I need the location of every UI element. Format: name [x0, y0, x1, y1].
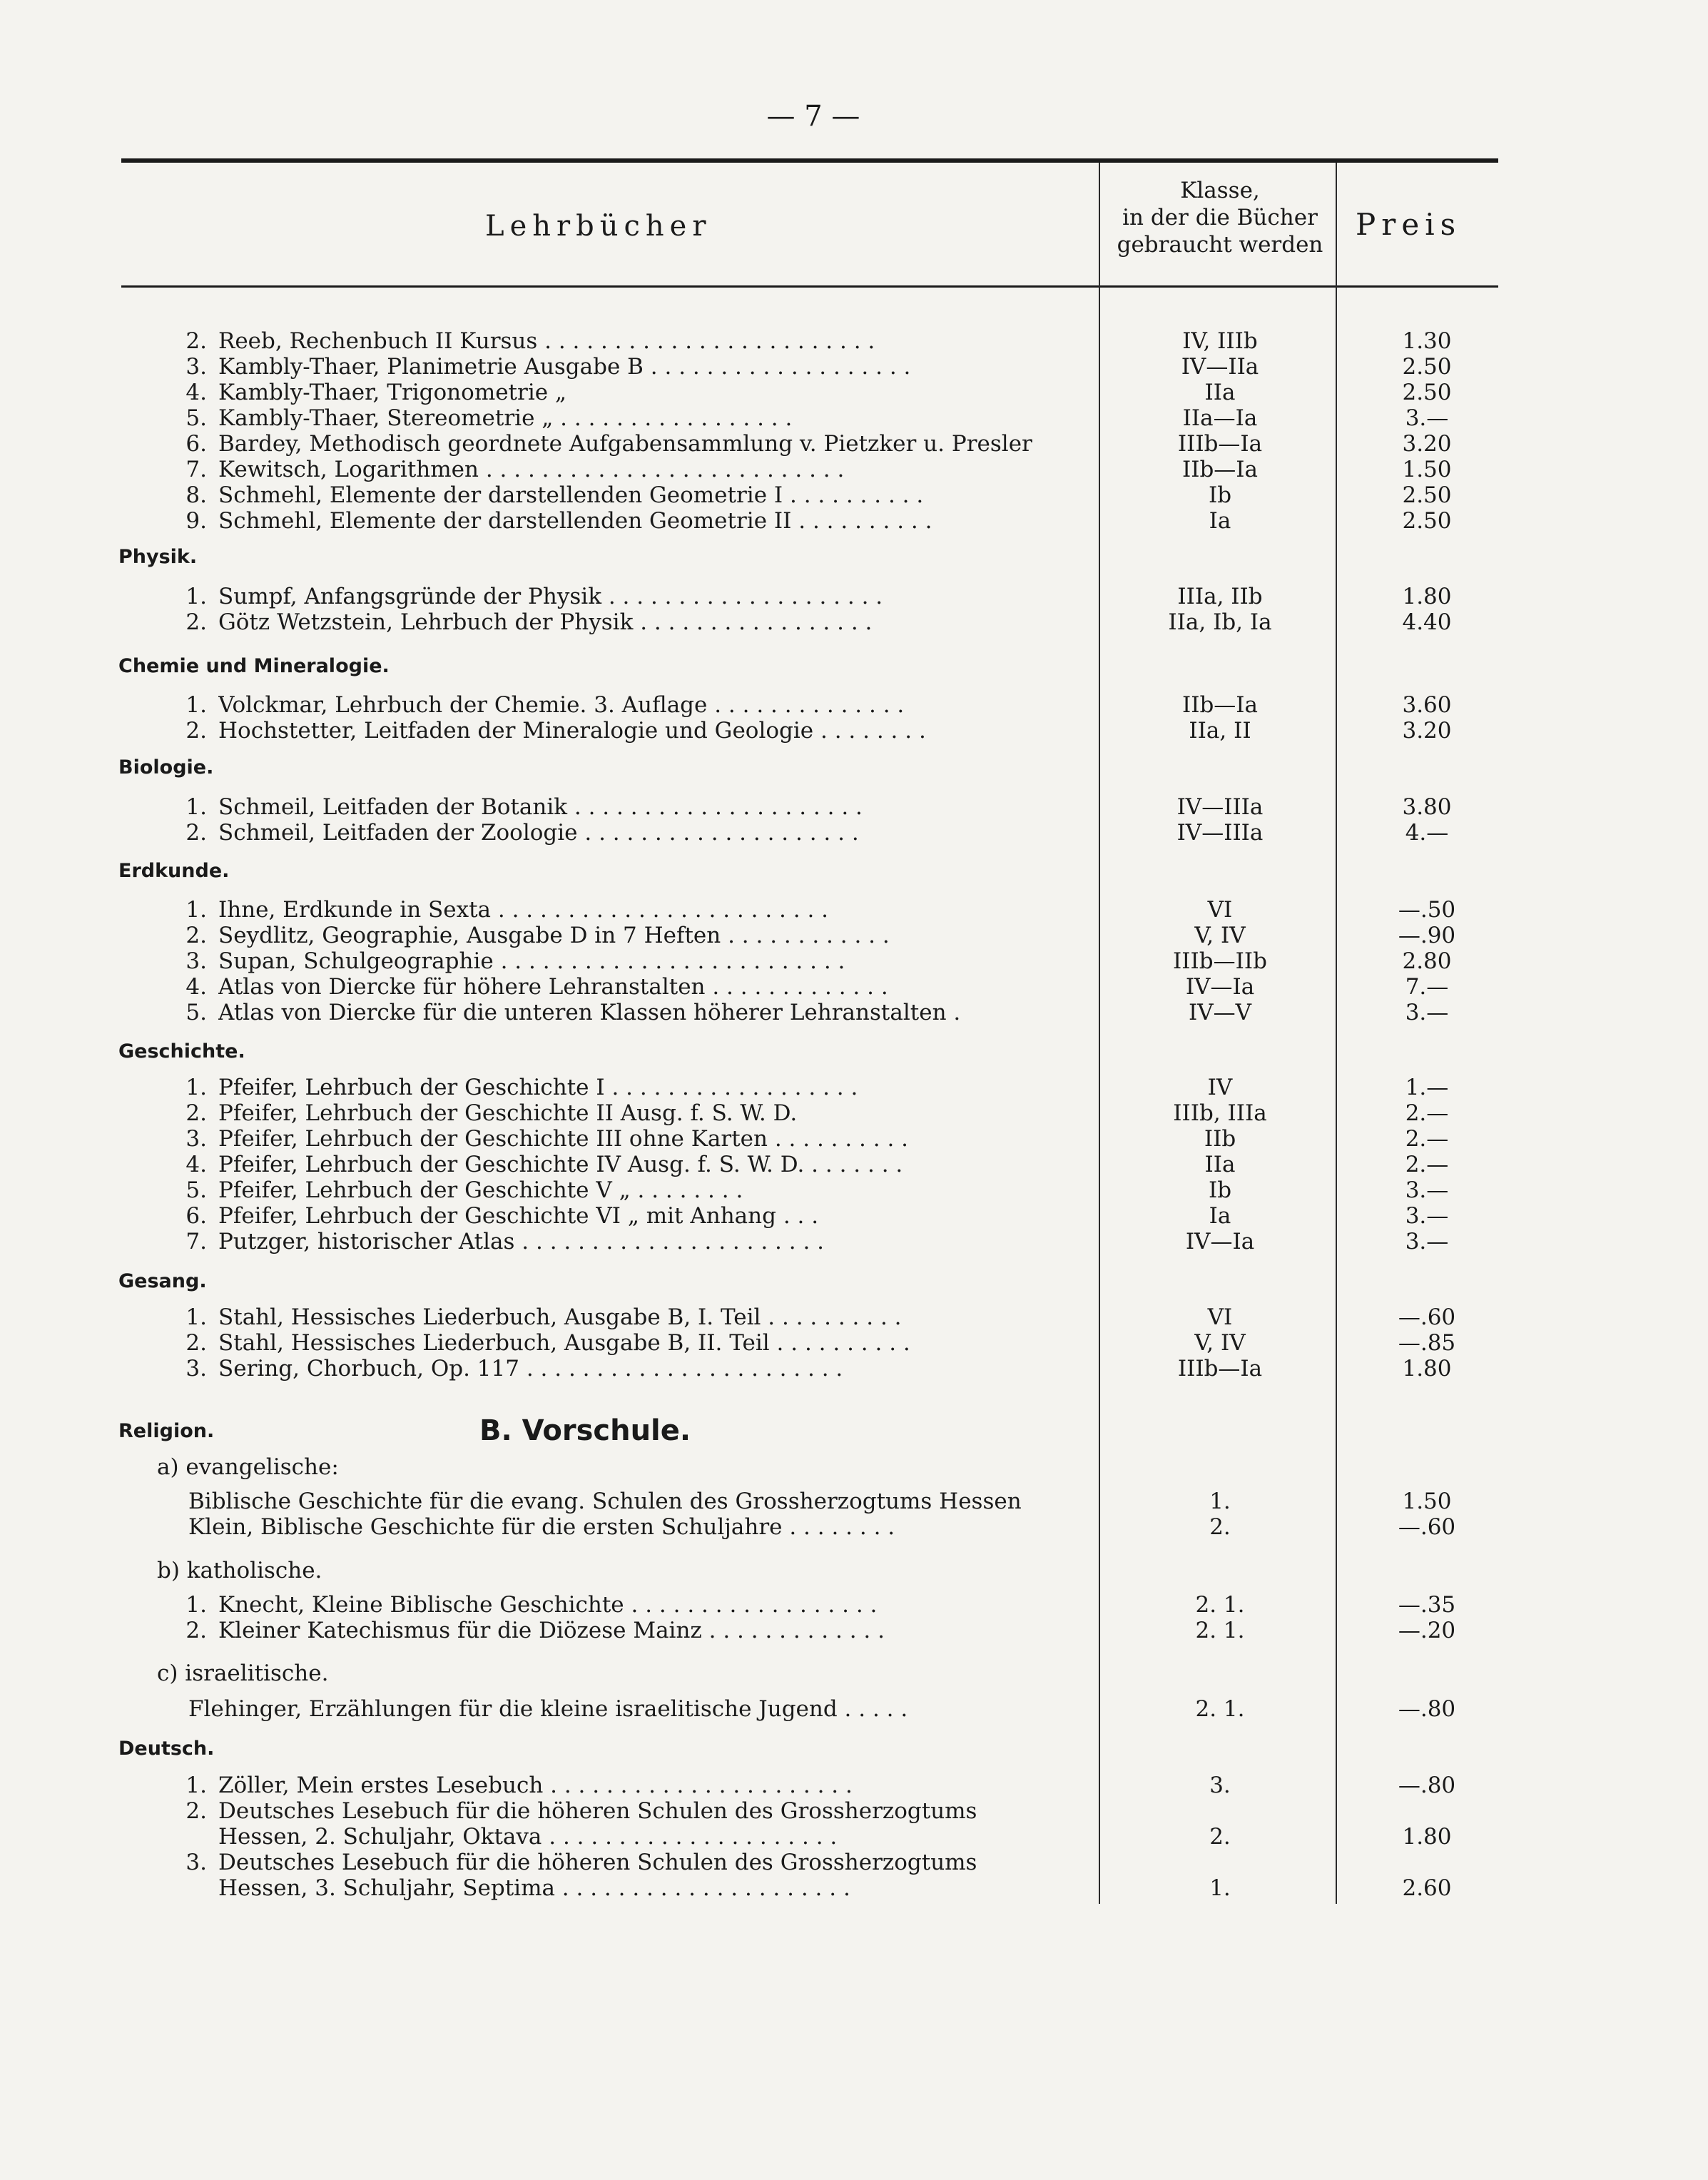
table-row: [0, 1850, 1708, 1875]
row-title: Volckmar, Lehrbuch der Chemie. 3. Auflage . . . . . . . . . . . . . .: [218, 692, 905, 718]
section-gesang: Gesang.: [118, 1270, 207, 1292]
row-preis: 1.30: [1402, 328, 1452, 354]
table-row: [0, 897, 1708, 923]
row-klasse: IIIb, IIIa: [1173, 1100, 1267, 1126]
row-title: Kambly-Thaer, Planimetrie Ausgabe B . . . . . . . . . . . . . . . . . . .: [218, 354, 911, 380]
row-number: 2.: [185, 1330, 207, 1356]
row-number: 5.: [185, 405, 207, 431]
row-klasse: Ia: [1209, 1203, 1231, 1229]
section-erdkunde: Erdkunde.: [118, 860, 230, 882]
row-title: Atlas von Diercke für höhere Lehranstalten . . . . . . . . . . . . .: [218, 974, 888, 1000]
vorschule-title: B. Vorschule.: [479, 1414, 691, 1447]
row-number: 2.: [185, 1618, 207, 1643]
header-rule: [121, 285, 1498, 288]
table-row: [0, 1798, 1708, 1824]
row-preis: —.80: [1398, 1773, 1456, 1798]
row-preis: 3.80: [1402, 794, 1452, 820]
row-title: Putzger, historischer Atlas . . . . . . . . . . . . . . . . . . . . . .: [218, 1229, 825, 1254]
row-title: Flehinger, Erzählungen für die kleine israelitische Jugend . . . . .: [188, 1696, 908, 1722]
row-title: Sering, Chorbuch, Op. 117 . . . . . . . . . . . . . . . . . . . . . . .: [218, 1356, 843, 1381]
row-title: Hessen, 3. Schuljahr, Septima . . . . . . . . . . . . . . . . . . . . .: [218, 1875, 850, 1901]
row-preis: 2.80: [1402, 948, 1452, 974]
section-religion: Religion.: [118, 1420, 215, 1442]
row-title: Hessen, 2. Schuljahr, Oktava . . . . . . . . . . . . . . . . . . . . .: [218, 1824, 838, 1850]
row-klasse: IV: [1207, 1075, 1233, 1100]
row-preis: —.80: [1398, 1696, 1456, 1722]
row-klasse: 3.: [1209, 1773, 1231, 1798]
row-preis: 2.50: [1402, 354, 1452, 380]
table-row: [0, 1592, 1708, 1618]
row-klasse: IIb—Ia: [1181, 457, 1259, 482]
table-row: [0, 1177, 1708, 1203]
row-preis: 7.—: [1405, 974, 1449, 1000]
table-row: [0, 923, 1708, 948]
row-number: 1.: [185, 584, 207, 609]
subsection-israelitisch: c) israelitische.: [157, 1661, 329, 1686]
row-klasse: 2. 1.: [1195, 1592, 1245, 1618]
section-biologie: Biologie.: [118, 756, 214, 779]
table-row: [0, 1075, 1708, 1100]
header-klasse-line: gebraucht werden: [1117, 232, 1323, 258]
row-preis: 2.50: [1402, 508, 1452, 534]
table-row: [0, 1824, 1708, 1850]
row-preis: —.20: [1398, 1618, 1456, 1643]
header-klasse-line: Klasse,: [1180, 178, 1260, 203]
row-number: 1.: [185, 692, 207, 718]
row-preis: 3.—: [1405, 1177, 1449, 1203]
row-number: 5.: [185, 1000, 207, 1025]
row-klasse: 2. 1.: [1195, 1696, 1245, 1722]
table-row: [0, 1203, 1708, 1229]
row-klasse: IV—IIa: [1181, 354, 1259, 380]
row-number: 4.: [185, 380, 207, 405]
row-preis: 1.80: [1402, 1356, 1452, 1381]
row-klasse: IIIb—Ia: [1177, 431, 1263, 457]
top-rule: [121, 158, 1498, 163]
row-title: Biblische Geschichte für die evang. Schulen des Grossherzogtums Hessen: [188, 1489, 1022, 1514]
row-title: Zöller, Mein erstes Lesebuch . . . . . . . . . . . . . . . . . . . . . .: [218, 1773, 853, 1798]
row-preis: 1.80: [1402, 1824, 1452, 1850]
row-number: 8.: [185, 482, 207, 508]
table-row: [0, 1330, 1708, 1356]
table-row: [0, 405, 1708, 431]
table-row: [0, 1100, 1708, 1126]
row-klasse: 1.: [1209, 1875, 1231, 1901]
row-klasse: IIa, Ib, Ia: [1168, 609, 1272, 635]
page-number: — 7 —: [766, 100, 860, 133]
table-row: [0, 609, 1708, 635]
row-number: 2.: [185, 609, 207, 635]
header-preis: Preis: [1356, 207, 1462, 242]
table-row: [0, 974, 1708, 1000]
row-number: 4.: [185, 974, 207, 1000]
row-preis: 3.—: [1405, 1229, 1449, 1254]
row-preis: 4.40: [1402, 609, 1452, 635]
row-title: Schmehl, Elemente der darstellenden Geometrie II . . . . . . . . . .: [218, 508, 932, 534]
row-klasse: IIa: [1204, 380, 1236, 405]
table-row: [0, 328, 1708, 354]
table-row: [0, 1618, 1708, 1643]
row-number: 2.: [185, 328, 207, 354]
table-row: [0, 1773, 1708, 1798]
row-number: 7.: [185, 457, 207, 482]
row-klasse: IV, IIIb: [1182, 328, 1258, 354]
row-number: 2.: [185, 718, 207, 744]
row-preis: 1.50: [1402, 457, 1452, 482]
row-title: Deutsches Lesebuch für die höheren Schulen des Grossherzogtums: [218, 1798, 977, 1824]
row-number: 1.: [185, 1773, 207, 1798]
row-preis: 3.20: [1402, 718, 1452, 744]
row-number: 6.: [185, 431, 207, 457]
row-number: 2.: [185, 1798, 207, 1824]
table-row: [0, 718, 1708, 744]
row-preis: 2.—: [1405, 1100, 1449, 1126]
row-number: 5.: [185, 1177, 207, 1203]
row-number: 2.: [185, 820, 207, 846]
row-klasse: Ib: [1208, 482, 1232, 508]
row-title: Pfeifer, Lehrbuch der Geschichte VI „ mit Anhang . . .: [218, 1203, 819, 1229]
table-row: [0, 508, 1708, 534]
section-chemie: Chemie und Mineralogie.: [118, 655, 390, 677]
row-title: Klein, Biblische Geschichte für die ersten Schuljahre . . . . . . . .: [188, 1514, 895, 1540]
row-preis: —.50: [1398, 897, 1456, 923]
table-row: [0, 380, 1708, 405]
row-klasse: 2. 1.: [1195, 1618, 1245, 1643]
table-row: [0, 1875, 1708, 1901]
row-number: 1.: [185, 1592, 207, 1618]
section-deutsch: Deutsch.: [118, 1738, 215, 1760]
table-row: [0, 1000, 1708, 1025]
row-preis: 3.20: [1402, 431, 1452, 457]
row-title: Seydlitz, Geographie, Ausgabe D in 7 Heften . . . . . . . . . . . .: [218, 923, 890, 948]
row-preis: 1.—: [1405, 1075, 1449, 1100]
header-klasse: [1113, 177, 1327, 258]
header-lehrbuecher: Lehrbücher: [485, 210, 712, 243]
row-title: Knecht, Kleine Biblische Geschichte . . . . . . . . . . . . . . . . . .: [218, 1592, 878, 1618]
table-row: [0, 431, 1708, 457]
row-klasse: 2.: [1209, 1824, 1231, 1850]
row-preis: 4.—: [1405, 820, 1449, 846]
row-klasse: Ia: [1209, 508, 1231, 534]
row-klasse: IIa—Ia: [1182, 405, 1258, 431]
row-klasse: 2.: [1209, 1514, 1231, 1540]
row-klasse: Ib: [1208, 1177, 1232, 1203]
row-title: Hochstetter, Leitfaden der Mineralogie und Geologie . . . . . . . .: [218, 718, 926, 744]
row-number: 4.: [185, 1152, 207, 1177]
table-row: [0, 948, 1708, 974]
row-number: 1.: [185, 897, 207, 923]
subsection-katholisch: b) katholische.: [157, 1558, 322, 1583]
row-title: Pfeifer, Lehrbuch der Geschichte V „ . . . . . . . .: [218, 1177, 743, 1203]
row-klasse: IIIa, IIb: [1177, 584, 1263, 609]
row-klasse: V, IV: [1194, 1330, 1246, 1356]
row-preis: —.90: [1398, 923, 1456, 948]
section-physik: Physik.: [118, 546, 198, 568]
row-title: Pfeifer, Lehrbuch der Geschichte IV Ausg. f. S. W. D. . . . . . . .: [218, 1152, 903, 1177]
table-row: [0, 692, 1708, 718]
row-title: Kambly-Thaer, Stereometrie „ . . . . . . . . . . . . . . . . .: [218, 405, 793, 431]
table-row: [0, 1229, 1708, 1254]
row-preis: 2.—: [1405, 1152, 1449, 1177]
table-row: [0, 457, 1708, 482]
row-title: Schmeil, Leitfaden der Botanik . . . . . . . . . . . . . . . . . . . . .: [218, 794, 863, 820]
table-row: [0, 1126, 1708, 1152]
row-title: Pfeifer, Lehrbuch der Geschichte III ohne Karten . . . . . . . . . .: [218, 1126, 909, 1152]
row-preis: 3.60: [1402, 692, 1452, 718]
row-number: 1.: [185, 1304, 207, 1330]
row-title: Deutsches Lesebuch für die höheren Schulen des Grossherzogtums: [218, 1850, 977, 1875]
row-klasse: IV—V: [1188, 1000, 1252, 1025]
table-row: [0, 482, 1708, 508]
table-row: [0, 820, 1708, 846]
row-number: 3.: [185, 1850, 207, 1875]
row-klasse: 1.: [1209, 1489, 1231, 1514]
row-klasse: IIa: [1204, 1152, 1236, 1177]
row-preis: 2.—: [1405, 1126, 1449, 1152]
row-number: 1.: [185, 1075, 207, 1100]
row-title: Stahl, Hessisches Liederbuch, Ausgabe B, I. Teil . . . . . . . . . .: [218, 1304, 902, 1330]
table-row: [0, 1304, 1708, 1330]
row-title: Schmehl, Elemente der darstellenden Geometrie I . . . . . . . . . .: [218, 482, 924, 508]
row-title: Reeb, Rechenbuch II Kursus . . . . . . . . . . . . . . . . . . . . . . . .: [218, 328, 875, 354]
row-title: Ihne, Erdkunde in Sexta . . . . . . . . . . . . . . . . . . . . . . . .: [218, 897, 829, 923]
row-number: 1.: [185, 794, 207, 820]
row-klasse: IIIb—IIb: [1173, 948, 1267, 974]
row-preis: —.60: [1398, 1304, 1456, 1330]
header-klasse-line: in der die Bücher: [1122, 205, 1318, 230]
row-number: 2.: [185, 923, 207, 948]
section-geschichte: Geschichte.: [118, 1040, 245, 1063]
row-klasse: IIa, II: [1189, 718, 1251, 744]
subsection-evangelisch: a) evangelische:: [157, 1454, 339, 1480]
row-title: Kambly-Thaer, Trigonometrie „: [218, 380, 567, 405]
row-title: Schmeil, Leitfaden der Zoologie . . . . . . . . . . . . . . . . . . . .: [218, 820, 859, 846]
table-row: [0, 1152, 1708, 1177]
row-title: Bardey, Methodisch geordnete Aufgabensammlung v. Pietzker u. Presler: [218, 431, 1032, 457]
row-title: Götz Wetzstein, Lehrbuch der Physik . . . . . . . . . . . . . . . . .: [218, 609, 873, 635]
row-title: Pfeifer, Lehrbuch der Geschichte I . . . . . . . . . . . . . . . . . .: [218, 1075, 858, 1100]
table-row: [0, 1514, 1708, 1540]
row-klasse: IV—IIIa: [1176, 820, 1264, 846]
table-row: [0, 1356, 1708, 1381]
row-number: 2.: [185, 1100, 207, 1126]
row-preis: 3.—: [1405, 1203, 1449, 1229]
row-klasse: VI: [1207, 897, 1233, 923]
row-klasse: IIIb—Ia: [1177, 1356, 1263, 1381]
row-klasse: IV—Ia: [1185, 1229, 1255, 1254]
row-preis: —.35: [1398, 1592, 1456, 1618]
table-row: [0, 1489, 1708, 1514]
row-klasse: IV—Ia: [1185, 974, 1255, 1000]
row-title: Atlas von Diercke für die unteren Klassen höherer Lehranstalten .: [218, 1000, 961, 1025]
row-number: 3.: [185, 1126, 207, 1152]
row-title: Stahl, Hessisches Liederbuch, Ausgabe B, II. Teil . . . . . . . . . .: [218, 1330, 910, 1356]
row-number: 6.: [185, 1203, 207, 1229]
row-title: Supan, Schulgeographie . . . . . . . . . . . . . . . . . . . . . . . . .: [218, 948, 845, 974]
row-preis: 3.—: [1405, 1000, 1449, 1025]
row-preis: —.85: [1398, 1330, 1456, 1356]
row-number: 9.: [185, 508, 207, 534]
row-preis: 2.50: [1402, 380, 1452, 405]
row-klasse: IV—IIIa: [1176, 794, 1264, 820]
row-klasse: VI: [1207, 1304, 1233, 1330]
row-number: 3.: [185, 948, 207, 974]
row-preis: 1.80: [1402, 584, 1452, 609]
row-preis: 3.—: [1405, 405, 1449, 431]
row-preis: 2.50: [1402, 482, 1452, 508]
table-row: [0, 354, 1708, 380]
row-title: Pfeifer, Lehrbuch der Geschichte II Ausg. f. S. W. D.: [218, 1100, 798, 1126]
row-preis: 2.60: [1402, 1875, 1452, 1901]
row-preis: —.60: [1398, 1514, 1456, 1540]
row-title: Kewitsch, Logarithmen . . . . . . . . . . . . . . . . . . . . . . . . . .: [218, 457, 845, 482]
row-number: 3.: [185, 354, 207, 380]
row-number: 7.: [185, 1229, 207, 1254]
row-title: Kleiner Katechismus für die Diözese Mainz . . . . . . . . . . . . .: [218, 1618, 885, 1643]
table-row: [0, 794, 1708, 820]
row-klasse: IIb: [1204, 1126, 1236, 1152]
row-klasse: IIb—Ia: [1181, 692, 1259, 718]
row-title: Sumpf, Anfangsgründe der Physik . . . . . . . . . . . . . . . . . . . .: [218, 584, 883, 609]
row-preis: 1.50: [1402, 1489, 1452, 1514]
table-row: [0, 1696, 1708, 1722]
row-number: 3.: [185, 1356, 207, 1381]
row-klasse: V, IV: [1194, 923, 1246, 948]
table-row: [0, 584, 1708, 609]
